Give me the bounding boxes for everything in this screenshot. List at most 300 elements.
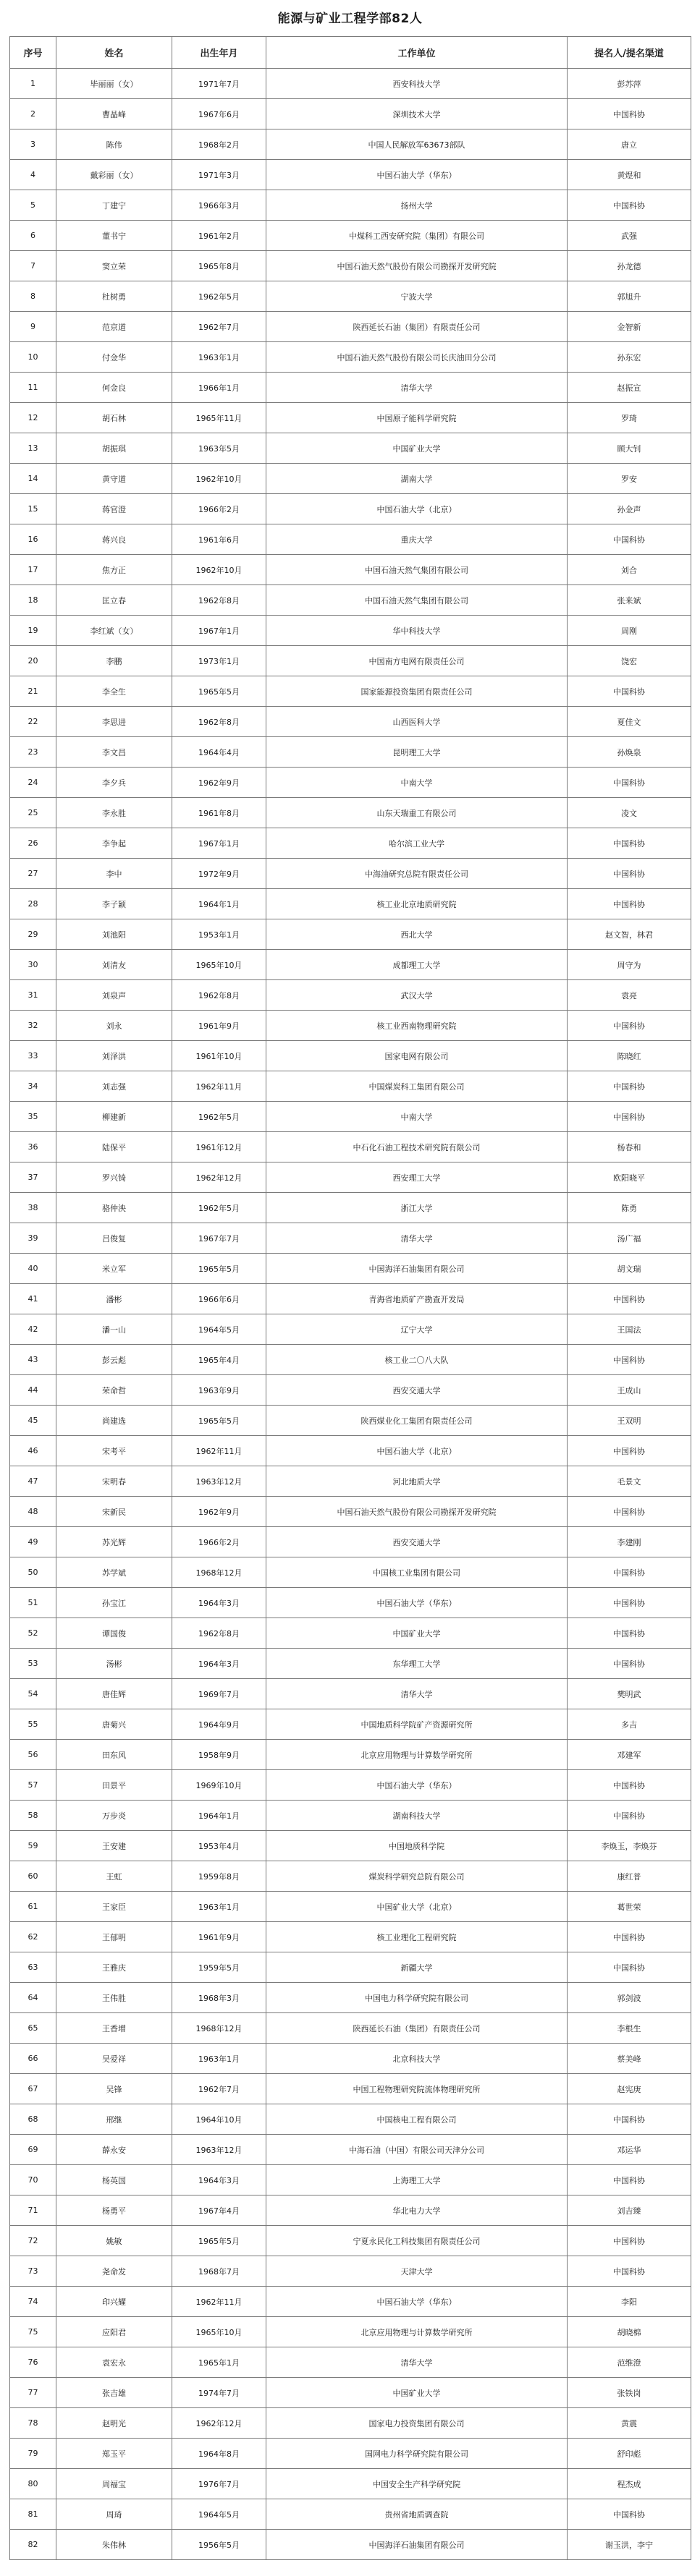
- cell-name: 刘泉声: [56, 980, 172, 1011]
- cell-index: 20: [10, 646, 56, 676]
- cell-work-unit: 青海省地质矿产勘查开发局: [266, 1284, 568, 1314]
- cell-index: 61: [10, 1892, 56, 1922]
- cell-index: 24: [10, 768, 56, 798]
- cell-work-unit: 武汉大学: [266, 980, 568, 1011]
- cell-birth: 1962年8月: [172, 707, 266, 737]
- cell-nominator: 饶宏: [568, 646, 691, 676]
- cell-name: 米立军: [56, 1254, 172, 1284]
- cell-name: 李子颖: [56, 889, 172, 919]
- table-row: [10, 2256, 691, 2287]
- cell-index: 52: [10, 1618, 56, 1649]
- cell-name: 李鹏: [56, 646, 172, 676]
- header-row: [10, 37, 691, 69]
- cell-index: 14: [10, 464, 56, 494]
- cell-work-unit: 中国石油天然气集团有限公司: [266, 555, 568, 585]
- cell-work-unit: 中国矿业大学: [266, 433, 568, 464]
- cell-work-unit: 昆明理工大学: [266, 737, 568, 768]
- cell-work-unit: 重庆大学: [266, 524, 568, 555]
- cell-birth: 1961年8月: [172, 798, 266, 828]
- cell-nominator: 胡文瑞: [568, 1254, 691, 1284]
- cell-work-unit: 山东天瑞重工有限公司: [266, 798, 568, 828]
- cell-birth: 1963年5月: [172, 433, 266, 464]
- cell-name: 朱伟林: [56, 2530, 172, 2560]
- cell-name: 邢继: [56, 2104, 172, 2135]
- cell-name: 李永胜: [56, 798, 172, 828]
- cell-work-unit: 中煤科工西安研究院（集团）有限公司: [266, 221, 568, 251]
- cell-birth: 1961年2月: [172, 221, 266, 251]
- cell-name: 毕丽丽（女）: [56, 69, 172, 99]
- cell-index: 79: [10, 2439, 56, 2469]
- table-row: [10, 1801, 691, 1831]
- cell-work-unit: 陕西延长石油（集团）有限责任公司: [266, 312, 568, 342]
- cell-nominator: 武强: [568, 221, 691, 251]
- cell-work-unit: 东华理工大学: [266, 1649, 568, 1679]
- cell-birth: 1967年6月: [172, 99, 266, 129]
- cell-work-unit: 扬州大学: [266, 190, 568, 221]
- cell-index: 42: [10, 1314, 56, 1345]
- cell-birth: 1965年11月: [172, 403, 266, 433]
- cell-name: 何金良: [56, 373, 172, 403]
- cell-nominator: 中国科协: [568, 1345, 691, 1375]
- header-nominator: 提名人/提名渠道: [568, 37, 691, 69]
- cell-work-unit: 北京应用物理与计算数学研究所: [266, 1740, 568, 1770]
- cell-index: 67: [10, 2074, 56, 2104]
- cell-birth: 1962年10月: [172, 555, 266, 585]
- cell-nominator: 中国科协: [568, 1952, 691, 1983]
- cell-name: 荣命哲: [56, 1375, 172, 1406]
- cell-nominator: 中国科协: [568, 2165, 691, 2195]
- table-row: [10, 1375, 691, 1406]
- cell-name: 袁宏永: [56, 2347, 172, 2378]
- table-row: [10, 1132, 691, 1162]
- cell-name: 蒋官澄: [56, 494, 172, 524]
- cell-index: 50: [10, 1557, 56, 1588]
- cell-birth: 1963年12月: [172, 2135, 266, 2165]
- cell-work-unit: 核工业西南物理研究院: [266, 1011, 568, 1041]
- cell-work-unit: 辽宁大学: [266, 1314, 568, 1345]
- cell-work-unit: 核工业理化工程研究院: [266, 1922, 568, 1952]
- cell-nominator: 周刚: [568, 616, 691, 646]
- cell-name: 潘彬: [56, 1284, 172, 1314]
- cell-nominator: 陈晓红: [568, 1041, 691, 1071]
- cell-work-unit: 中国石油大学（华东）: [266, 160, 568, 190]
- cell-nominator: 赵文智，林君: [568, 919, 691, 950]
- cell-work-unit: 中国矿业大学: [266, 2378, 568, 2408]
- cell-work-unit: 中国石油天然气集团有限公司: [266, 585, 568, 616]
- cell-name: 唐佳辉: [56, 1679, 172, 1709]
- cell-birth: 1962年9月: [172, 768, 266, 798]
- cell-index: 6: [10, 221, 56, 251]
- cell-name: 刘泽洪: [56, 1041, 172, 1071]
- cell-index: 56: [10, 1740, 56, 1770]
- cell-birth: 1953年1月: [172, 919, 266, 950]
- table-row: [10, 1314, 691, 1345]
- cell-name: 苏学斌: [56, 1557, 172, 1588]
- cell-work-unit: 华北电力大学: [266, 2195, 568, 2226]
- cell-work-unit: 国家电力投资集团有限公司: [266, 2408, 568, 2439]
- cell-work-unit: 中国海洋石油集团有限公司: [266, 2530, 568, 2560]
- cell-birth: 1968年3月: [172, 1983, 266, 2013]
- cell-birth: 1961年9月: [172, 1011, 266, 1041]
- cell-nominator: 张铁岗: [568, 2378, 691, 2408]
- table-row: [10, 342, 691, 373]
- cell-nominator: 王国法: [568, 1314, 691, 1345]
- table-row: [10, 1466, 691, 1497]
- cell-birth: 1965年10月: [172, 950, 266, 980]
- cell-nominator: 蔡美峰: [568, 2044, 691, 2074]
- cell-index: 37: [10, 1162, 56, 1193]
- table-row: [10, 221, 691, 251]
- cell-name: 田景平: [56, 1770, 172, 1801]
- table-row: [10, 99, 691, 129]
- cell-birth: 1967年7月: [172, 1223, 266, 1254]
- cell-birth: 1962年9月: [172, 1497, 266, 1527]
- cell-work-unit: 陕西煤业化工集团有限责任公司: [266, 1406, 568, 1436]
- cell-birth: 1965年4月: [172, 1345, 266, 1375]
- cell-nominator: 中国科协: [568, 2104, 691, 2135]
- cell-nominator: 顾大钊: [568, 433, 691, 464]
- cell-nominator: 康红普: [568, 1861, 691, 1892]
- cell-work-unit: 国家电网有限公司: [266, 1041, 568, 1071]
- cell-work-unit: 中国矿业大学: [266, 1618, 568, 1649]
- table-row: [10, 1557, 691, 1588]
- cell-name: 杜树勇: [56, 281, 172, 312]
- cell-nominator: 孙焕泉: [568, 737, 691, 768]
- cell-name: 陆保平: [56, 1132, 172, 1162]
- cell-name: 李夕兵: [56, 768, 172, 798]
- cell-index: 51: [10, 1588, 56, 1618]
- cell-work-unit: 国网电力科学研究院有限公司: [266, 2439, 568, 2469]
- cell-birth: 1962年11月: [172, 2287, 266, 2317]
- cell-name: 应阳君: [56, 2317, 172, 2347]
- cell-index: 41: [10, 1284, 56, 1314]
- cell-nominator: 周守为: [568, 950, 691, 980]
- table-row: [10, 2013, 691, 2044]
- cell-nominator: 杨春和: [568, 1132, 691, 1162]
- cell-work-unit: 中国安全生产科学研究院: [266, 2469, 568, 2499]
- table-row: [10, 1679, 691, 1709]
- cell-nominator: 中国科协: [568, 524, 691, 555]
- cell-index: 23: [10, 737, 56, 768]
- cell-nominator: 樊明武: [568, 1679, 691, 1709]
- cell-nominator: 中国科协: [568, 1618, 691, 1649]
- cell-name: 刘永: [56, 1011, 172, 1041]
- cell-birth: 1962年11月: [172, 1071, 266, 1102]
- cell-nominator: 多吉: [568, 1709, 691, 1740]
- cell-index: 71: [10, 2195, 56, 2226]
- table-row: [10, 1102, 691, 1132]
- cell-index: 54: [10, 1679, 56, 1709]
- cell-birth: 1966年2月: [172, 1527, 266, 1557]
- table-row: [10, 1770, 691, 1801]
- table-row: [10, 403, 691, 433]
- cell-work-unit: 华中科技大学: [266, 616, 568, 646]
- cell-work-unit: 中国人民解放军63673部队: [266, 129, 568, 160]
- cell-name: 刘池阳: [56, 919, 172, 950]
- cell-work-unit: 宁夏永民化工科技集团有限责任公司: [266, 2226, 568, 2256]
- table-row: [10, 1649, 691, 1679]
- cell-birth: 1965年8月: [172, 251, 266, 281]
- cell-nominator: 中国科协: [568, 859, 691, 889]
- cell-name: 曹晶峰: [56, 99, 172, 129]
- cell-name: 李文昌: [56, 737, 172, 768]
- cell-birth: 1964年1月: [172, 1801, 266, 1831]
- table-row: [10, 1922, 691, 1952]
- cell-name: 尚建选: [56, 1406, 172, 1436]
- cell-index: 4: [10, 160, 56, 190]
- cell-index: 32: [10, 1011, 56, 1041]
- cell-work-unit: 核工业北京地质研究院: [266, 889, 568, 919]
- cell-nominator: 中国科协: [568, 2499, 691, 2530]
- table-row: [10, 2195, 691, 2226]
- cell-index: 34: [10, 1071, 56, 1102]
- cell-index: 18: [10, 585, 56, 616]
- cell-index: 35: [10, 1102, 56, 1132]
- cell-name: 王虹: [56, 1861, 172, 1892]
- cell-index: 36: [10, 1132, 56, 1162]
- cell-work-unit: 河北地质大学: [266, 1466, 568, 1497]
- cell-nominator: 中国科协: [568, 676, 691, 707]
- header-birth: 出生年月: [172, 37, 266, 69]
- cell-name: 吴爱祥: [56, 2044, 172, 2074]
- table-row: [10, 555, 691, 585]
- cell-name: 宋明春: [56, 1466, 172, 1497]
- cell-name: 骆仲泱: [56, 1193, 172, 1223]
- cell-index: 27: [10, 859, 56, 889]
- cell-name: 彭云彪: [56, 1345, 172, 1375]
- cell-nominator: 刘吉臻: [568, 2195, 691, 2226]
- candidate-table: [9, 36, 691, 2560]
- cell-work-unit: 成都理工大学: [266, 950, 568, 980]
- cell-work-unit: 中国核电工程有限公司: [266, 2104, 568, 2135]
- cell-nominator: 中国科协: [568, 1588, 691, 1618]
- table-row: [10, 281, 691, 312]
- cell-work-unit: 中国海洋石油集团有限公司: [266, 1254, 568, 1284]
- cell-nominator: 陈勇: [568, 1193, 691, 1223]
- cell-nominator: 中国科协: [568, 2226, 691, 2256]
- cell-nominator: 刘合: [568, 555, 691, 585]
- table-row: [10, 919, 691, 950]
- cell-birth: 1966年3月: [172, 190, 266, 221]
- cell-name: 姚敏: [56, 2226, 172, 2256]
- cell-work-unit: 中国地质科学院: [266, 1831, 568, 1861]
- table-row: [10, 1831, 691, 1861]
- table-row: [10, 707, 691, 737]
- cell-index: 75: [10, 2317, 56, 2347]
- cell-work-unit: 中石化石油工程技术研究院有限公司: [266, 1132, 568, 1162]
- cell-nominator: 中国科协: [568, 768, 691, 798]
- cell-index: 8: [10, 281, 56, 312]
- table-row: [10, 1709, 691, 1740]
- cell-birth: 1963年1月: [172, 2044, 266, 2074]
- table-row: [10, 1345, 691, 1375]
- cell-work-unit: 清华大学: [266, 2347, 568, 2378]
- cell-birth: 1958年9月: [172, 1740, 266, 1770]
- cell-birth: 1959年8月: [172, 1861, 266, 1892]
- header-work-unit: 工作单位: [266, 37, 568, 69]
- table-row: [10, 2287, 691, 2317]
- cell-birth: 1968年2月: [172, 129, 266, 160]
- cell-work-unit: 西北大学: [266, 919, 568, 950]
- cell-name: 谭国俊: [56, 1618, 172, 1649]
- table-row: [10, 1162, 691, 1193]
- cell-work-unit: 北京应用物理与计算数学研究所: [266, 2317, 568, 2347]
- cell-name: 王雅庆: [56, 1952, 172, 1983]
- cell-birth: 1959年5月: [172, 1952, 266, 1983]
- cell-name: 匡立春: [56, 585, 172, 616]
- cell-index: 39: [10, 1223, 56, 1254]
- cell-name: 李红斌（女）: [56, 616, 172, 646]
- cell-index: 21: [10, 676, 56, 707]
- cell-name: 潘一山: [56, 1314, 172, 1345]
- table-row: [10, 2317, 691, 2347]
- cell-work-unit: 清华大学: [266, 1679, 568, 1709]
- cell-birth: 1976年7月: [172, 2469, 266, 2499]
- table-row: [10, 2530, 691, 2560]
- cell-index: 43: [10, 1345, 56, 1375]
- cell-work-unit: 湖南大学: [266, 464, 568, 494]
- cell-index: 59: [10, 1831, 56, 1861]
- table-row: [10, 1861, 691, 1892]
- cell-work-unit: 贵州省地质调查院: [266, 2499, 568, 2530]
- cell-name: 李争起: [56, 828, 172, 859]
- cell-name: 王香增: [56, 2013, 172, 2044]
- cell-birth: 1972年9月: [172, 859, 266, 889]
- cell-work-unit: 中国石油大学（华东）: [266, 2287, 568, 2317]
- cell-nominator: 欧阳晓平: [568, 1162, 691, 1193]
- cell-work-unit: 中国工程物理研究院流体物理研究所: [266, 2074, 568, 2104]
- table-row: [10, 889, 691, 919]
- cell-birth: 1961年10月: [172, 1041, 266, 1071]
- cell-nominator: 李阳: [568, 2287, 691, 2317]
- cell-birth: 1971年3月: [172, 160, 266, 190]
- cell-nominator: 谢玉洪，李宁: [568, 2530, 691, 2560]
- table-row: [10, 1406, 691, 1436]
- cell-name: 周琦: [56, 2499, 172, 2530]
- cell-work-unit: 西安理工大学: [266, 1162, 568, 1193]
- cell-birth: 1965年5月: [172, 1254, 266, 1284]
- cell-name: 戴彩丽（女）: [56, 160, 172, 190]
- table-row: [10, 2347, 691, 2378]
- cell-nominator: 中国科协: [568, 99, 691, 129]
- cell-birth: 1968年7月: [172, 2256, 266, 2287]
- cell-work-unit: 天津大学: [266, 2256, 568, 2287]
- cell-birth: 1966年2月: [172, 494, 266, 524]
- cell-birth: 1963年9月: [172, 1375, 266, 1406]
- table-row: [10, 1223, 691, 1254]
- cell-birth: 1964年1月: [172, 889, 266, 919]
- cell-name: 杨勇平: [56, 2195, 172, 2226]
- table-row: [10, 1193, 691, 1223]
- cell-nominator: 中国科协: [568, 828, 691, 859]
- cell-index: 53: [10, 1649, 56, 1679]
- cell-birth: 1962年12月: [172, 1162, 266, 1193]
- cell-nominator: 胡晓棉: [568, 2317, 691, 2347]
- cell-nominator: 葛世荣: [568, 1892, 691, 1922]
- cell-name: 张吉雄: [56, 2378, 172, 2408]
- cell-index: 76: [10, 2347, 56, 2378]
- cell-work-unit: 湖南科技大学: [266, 1801, 568, 1831]
- cell-birth: 1956年5月: [172, 2530, 266, 2560]
- cell-birth: 1965年5月: [172, 676, 266, 707]
- cell-nominator: 中国科协: [568, 1436, 691, 1466]
- cell-name: 付金华: [56, 342, 172, 373]
- cell-work-unit: 核工业二〇八大队: [266, 1345, 568, 1375]
- cell-birth: 1961年6月: [172, 524, 266, 555]
- cell-name: 李中: [56, 859, 172, 889]
- cell-birth: 1964年3月: [172, 1649, 266, 1679]
- cell-work-unit: 清华大学: [266, 373, 568, 403]
- table-row: [10, 828, 691, 859]
- cell-index: 68: [10, 2104, 56, 2135]
- cell-birth: 1962年5月: [172, 281, 266, 312]
- table-row: [10, 2378, 691, 2408]
- table-row: [10, 1983, 691, 2013]
- cell-work-unit: 西安交通大学: [266, 1375, 568, 1406]
- table-row: [10, 464, 691, 494]
- table-row: [10, 1254, 691, 1284]
- table-row: [10, 251, 691, 281]
- cell-name: 尧命发: [56, 2256, 172, 2287]
- cell-name: 罗兴锜: [56, 1162, 172, 1193]
- cell-name: 田东风: [56, 1740, 172, 1770]
- cell-nominator: 中国科协: [568, 1011, 691, 1041]
- cell-work-unit: 山西医科大学: [266, 707, 568, 737]
- cell-work-unit: 北京科技大学: [266, 2044, 568, 2074]
- cell-birth: 1966年6月: [172, 1284, 266, 1314]
- cell-index: 58: [10, 1801, 56, 1831]
- cell-name: 胡石林: [56, 403, 172, 433]
- cell-nominator: 范维澄: [568, 2347, 691, 2378]
- header-index: 序号: [10, 37, 56, 69]
- cell-index: 64: [10, 1983, 56, 2013]
- cell-birth: 1964年3月: [172, 1588, 266, 1618]
- cell-name: 宋新民: [56, 1497, 172, 1527]
- cell-nominator: 中国科协: [568, 1497, 691, 1527]
- cell-work-unit: 中国核工业集团有限公司: [266, 1557, 568, 1588]
- cell-work-unit: 中国石油大学（华东）: [266, 1770, 568, 1801]
- cell-birth: 1973年1月: [172, 646, 266, 676]
- cell-work-unit: 中国石油天然气股份有限公司勘探开发研究院: [266, 251, 568, 281]
- cell-name: 万步炎: [56, 1801, 172, 1831]
- cell-work-unit: 中海油研究总院有限责任公司: [266, 859, 568, 889]
- cell-birth: 1961年9月: [172, 1922, 266, 1952]
- cell-index: 1: [10, 69, 56, 99]
- cell-work-unit: 中国石油天然气股份有限公司勘探开发研究院: [266, 1497, 568, 1527]
- cell-name: 吴锋: [56, 2074, 172, 2104]
- table-row: [10, 312, 691, 342]
- cell-index: 13: [10, 433, 56, 464]
- table-row: [10, 646, 691, 676]
- cell-birth: 1969年7月: [172, 1679, 266, 1709]
- table-row: [10, 2165, 691, 2195]
- cell-nominator: 中国科协: [568, 1770, 691, 1801]
- cell-nominator: 李焕玉，李焕芬: [568, 1831, 691, 1861]
- cell-nominator: 中国科协: [568, 1922, 691, 1952]
- cell-index: 81: [10, 2499, 56, 2530]
- cell-nominator: 李根生: [568, 2013, 691, 2044]
- cell-work-unit: 中国电力科学研究院有限公司: [266, 1983, 568, 2013]
- cell-index: 55: [10, 1709, 56, 1740]
- cell-work-unit: 国家能源投资集团有限责任公司: [266, 676, 568, 707]
- cell-name: 陈伟: [56, 129, 172, 160]
- cell-index: 3: [10, 129, 56, 160]
- cell-nominator: 黄煜和: [568, 160, 691, 190]
- cell-index: 47: [10, 1466, 56, 1497]
- cell-work-unit: 陕西延长石油（集团）有限责任公司: [266, 2013, 568, 2044]
- cell-birth: 1962年12月: [172, 2408, 266, 2439]
- cell-birth: 1962年8月: [172, 1618, 266, 1649]
